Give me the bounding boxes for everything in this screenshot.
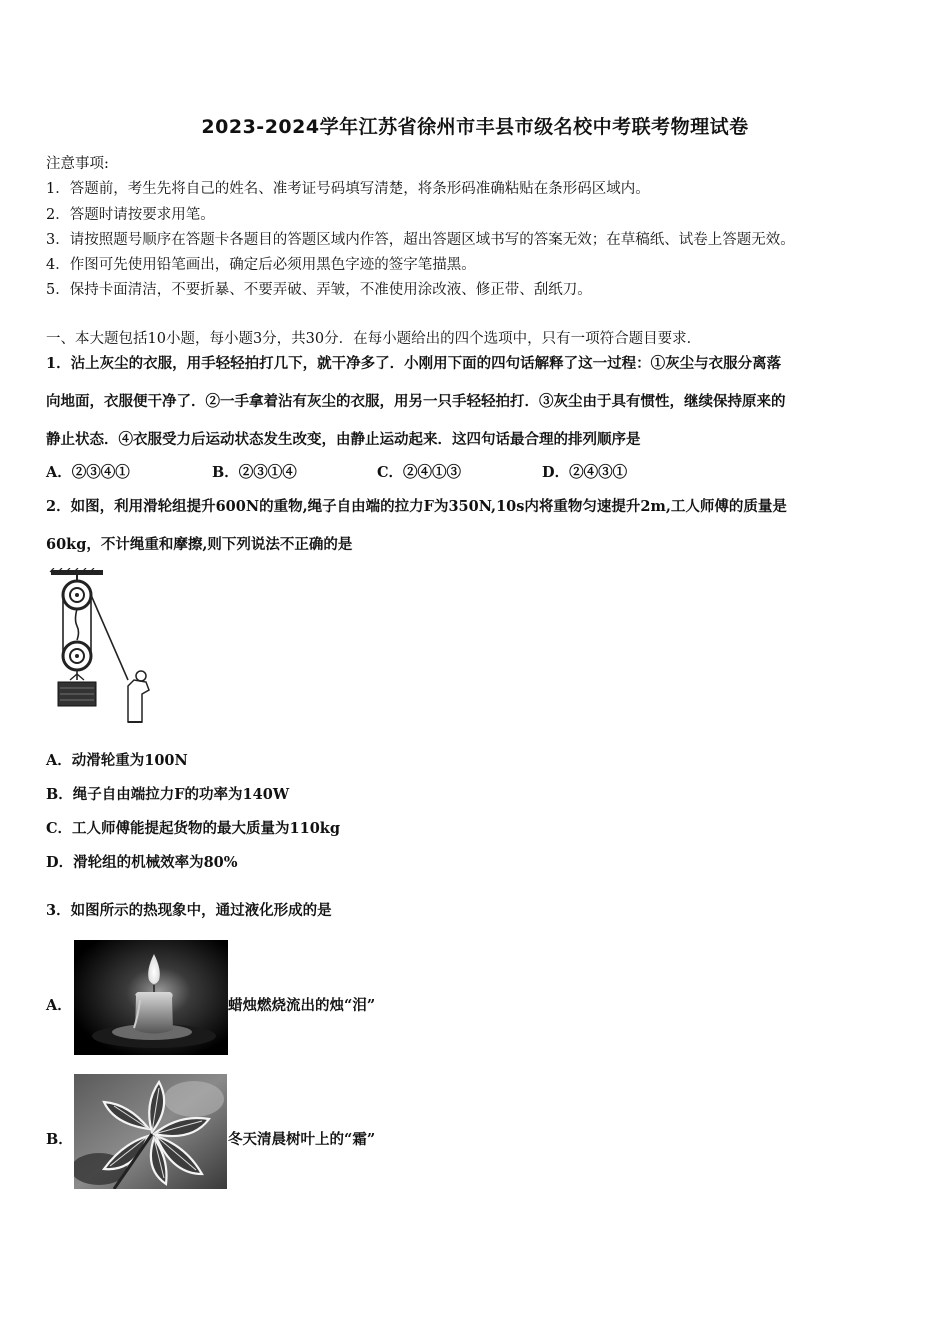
page-title: 2023-2024学年江苏省徐州市丰县市级名校中考联考物理试卷 [201,116,749,138]
q3-stem: 3．如图所示的热现象中，通过液化形成的是 [46,902,332,919]
frost-leaves-photo [74,1074,227,1189]
q3-option-a-letter: A． [46,997,72,1014]
q1-option-a: A．②③④① [46,464,130,481]
q3-option-b-text: 冬天清晨树叶上的“霜” [228,1131,376,1148]
section-heading: 一、本大题包括10小题，每小题3分，共30分．在每小题给出的四个选项中，只有一项符合题目要求． [46,331,702,347]
q1-option-c: C．②④①③ [377,464,462,481]
q1-line-1: 1．沾上灰尘的衣服，用手轻轻拍打几下，就干净多了．小刚用下面的四句话解释了这一过程：①灰尘与衣服分离落 [46,355,782,372]
q1-line-3: 静止状态．④衣服受力后运动状态发生改变，由静止运动起来．这四句话最合理的排列顺序是 [46,431,641,448]
notice-item-2: 2．答题时请按要求用笔。 [46,207,215,223]
q3-option-b-letter: B． [46,1131,73,1148]
q1-option-d: D．②④③① [542,464,628,481]
q2-option-a: A．动滑轮重为100N [46,752,188,769]
notice-item-3: 3．请按照题号顺序在答题卡各题目的答题区域内作答，超出答题区域书写的答案无效；在草稿纸、试卷上答题无效。 [46,232,795,248]
notice-item-5: 5．保持卡面清洁，不要折暴、不要弄破、弄皱，不准使用涂改液、修正带、刮纸刀。 [46,282,592,298]
notice-item-4: 4．作图可先使用铅笔画出，确定后必须用黑色字迹的签字笔描黑。 [46,257,476,273]
pulley-diagram [46,568,156,726]
notice-item-1: 1．答题前，考生先将自己的姓名、准考证号码填写清楚，将条形码准确粘贴在条形码区域内。 [46,181,650,197]
q3-option-a-text: 蜡烛燃烧流出的烛“泪” [228,997,376,1014]
q1-line-2: 向地面，衣服便干净了．②一手拿着沾有灰尘的衣服，用另一只手轻轻拍打．③灰尘由于具有惯性，继续保持原来的 [46,393,786,410]
q2-option-c: C．工人师傅能提起货物的最大质量为110kg [46,820,340,837]
q2-line-2: 60kg，不计绳重和摩擦,则下列说法不正确的是 [46,536,353,553]
candle-photo [74,940,228,1055]
q2-option-d: D．滑轮组的机械效率为80% [46,854,238,871]
q1-option-b: B．②③①④ [212,464,297,481]
notice-heading: 注意事项: [46,156,109,172]
q2-line-1: 2．如图，利用滑轮组提升600N的重物,绳子自由端的拉力F为350N,10s内将重物匀速提升2m,工人师傅的质量是 [46,498,787,515]
q2-option-b: B．绳子自由端拉力F的功率为140W [46,786,290,803]
